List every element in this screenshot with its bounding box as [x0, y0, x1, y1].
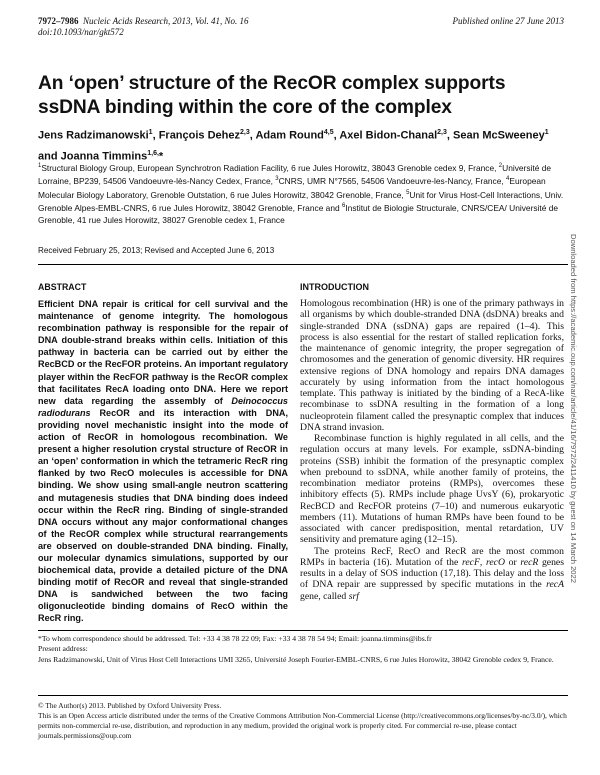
publication-date: Published online 27 June 2013	[452, 16, 564, 26]
author-name: Joanna Timmins	[60, 150, 148, 163]
author-separator: ,	[249, 129, 256, 142]
received-dates: Received February 25, 2013; Revised and Accepted June 6, 2013	[38, 246, 275, 255]
affiliations	[38, 161, 570, 226]
affiliation-text: Structural Biology Group, European Synchrotron Radiation Facility, 6 rue Jules Horowitz, 38043 Grenoble cedex 9, France,	[41, 162, 499, 173]
footnote-divider	[38, 630, 568, 631]
introduction-heading: INTRODUCTION	[300, 282, 369, 292]
abstract-heading: ABSTRACT	[38, 282, 87, 292]
author-affiliation-mark: 2,3	[437, 129, 447, 136]
journal-citation: Nucleic Acids Research, 2013, Vol. 41, No. 16	[83, 16, 249, 26]
download-notice: Downloaded from https://academic.oup.com/nar/article/41/16/7972/2411410 by guest on 14 March 2022	[569, 234, 578, 583]
affiliation-text: Université de Lorraine, BP239, 54506 Vandoeuvre-lès-Nancy Cedex, France,	[38, 162, 552, 187]
author-name: Axel Bidon-Chanal	[339, 129, 438, 142]
header-divider	[38, 264, 568, 265]
affiliation-text: CNRS, UMR N°7565, 54506 Vandoeuvre-les-Nancy, France,	[278, 176, 507, 187]
intro-paragraph-3: The proteins RecF, RecO and RecR are the most common RMPs in bacteria (16). Mutation of the recF, recO or recR genes results in a delay of SOS induction (17,18). This delay and the loss of DNA repair are suppressed by specific mutations in the recA gene, called srf	[300, 545, 565, 602]
author-name: Sean McSweeney	[453, 129, 545, 142]
license-divider	[38, 695, 568, 696]
intro-paragraph-2: Recombinase function is highly regulated in all cells, and the regulation occurs at many levels. For example, ssDNA-binding proteins (SSB) inhibit the formation of the presynaptic complex when prebound to ssDNA, while another family of proteins, the recombination mediator proteins (RMPs), overcomes these inhibitory effects (5). RMPs include phage UvsY (6), prokaryotic RecBCD and RecFOR proteins (7–10) and numerous eukaryotic members (11). Mutations of human RMPs have been found to be associated with cancer predisposition, mental retardation, UV sensitivity and premature aging (12–15).	[300, 433, 564, 546]
affiliation-text: Unit for Virus Host-Cell Interactions, Univ. Grenoble Alpes-EMBL-CNRS, 6 rue Jules Horowitz, 38042 Grenoble, France and	[38, 189, 564, 213]
introduction-text	[300, 298, 564, 602]
page-range: 7972–7986	[38, 16, 79, 26]
author-separator: ,	[446, 129, 454, 142]
affiliation-mark: 3	[275, 176, 279, 183]
affiliation-mark: 6	[341, 203, 346, 210]
correspondence-footnote	[38, 634, 570, 665]
correspondence: *To whom correspondence should be addressed. Tel: +33 4 38 78 22 09; Fax: +33 4 38 78 54 94; Email: joanna.timmins@ibs.fr	[38, 634, 432, 643]
affiliation-mark: 4	[506, 176, 510, 183]
author-name: François Dehez	[158, 129, 240, 142]
author-affiliation-mark: 2,3	[240, 129, 250, 136]
present-address: Jens Radzimanowski, Unit of Virus Host Cell Interactions UMI 3265, Université Joseph Fourier-EMBL-CNRS, 6 rue Jules Horowitz, 38042 Grenoble cedex 9, France.	[38, 654, 554, 664]
abstract-text: Efficient DNA repair is critical for cell survival and the maintenance of genome integrity. The homologous recombination pathway is responsible for the repair of DNA double-strand breaks within cells. Initiation of this pathway in bacteria can be carried out by either the RecBCD or the RecFOR proteins. An important regulatory player within the RecFOR pathway is the RecOR complex that facilitates RecA loading onto DNA. Here we report new data regarding the assembly of Deinococcus radiodurans RecOR and its interaction with DNA, providing novel mechanistic insight into the mode of action of RecOR in homologous recombination. We present a higher resolution crystal structure of RecOR in an ‘open’ conformation in which the tetrameric RecR ring flanked by two RecO molecules is accessible for DNA binding. We show using small-angle neutron scattering and mutagenesis studies that DNA binding does indeed occur within the RecR ring. Binding of single-stranded DNA occurs without any major conformational changes of the RecOR complex while structural rearrangements are observed on double-stranded DNA binding. Finally, our molecular dynamics simulations, supported by our biochemical data, provide a detailed picture of the DNA binding motif of RecOR and reveal that single-stranded DNA is sandwiched between the two facing oligonucleotide binding domains of RecO within the RecR ring.	[38, 299, 288, 624]
author-list	[38, 124, 568, 165]
author-separator: *	[158, 150, 164, 163]
author-affiliation-mark: 4,5	[323, 129, 334, 136]
article-title: An ‘open’ structure of the RecOR complex supports ssDNA binding within the core of the complex	[38, 73, 506, 118]
intro-paragraph-1: Homologous recombination (HR) is one of the primary pathways in all organisms by which double-stranded DNA (dsDNA) breaks and single-stranded DNA (ssDNA) gaps are repaired (1–4). This process is also essential for the restart of stalled replication forks, the maintenance of genomic integrity, the proper segregation of chromosomes and the generation of genomic diversity. HR requires extensive regions of DNA homology and repairs DNA damages accurately by using information from the intact homologous template. This pathway is initiated by the binding of a RecA-like recombinase to ssDNA resulting in the formation of a long nucleoprotein filament called the presynaptic complex that induces DNA strand invasion.	[300, 298, 564, 433]
running-header	[38, 16, 248, 38]
author-name: Adam Round	[255, 129, 324, 142]
present-address-label: Present address:	[38, 644, 88, 654]
author-name: Jens Radzimanowski	[38, 129, 149, 142]
affiliation-mark: 2	[498, 163, 503, 169]
affiliation-text: European Molecular Biology Laboratory, Grenoble Outstation, 6 rue Jules Horowitz, 38042 Grenoble, France,	[38, 176, 546, 200]
author-separator: ,	[152, 129, 159, 142]
doi: doi:10.1093/nar/gkt572	[38, 27, 124, 37]
affiliation-mark: 5	[406, 189, 410, 196]
author-affiliation-mark: 1,6,	[147, 149, 159, 157]
affiliation-text: Institut de Biologie Structurale, CNRS/CEA/ Université de Grenoble, 41 rue Jules Horowitz, 38027 Grenoble cedex 1, France	[38, 202, 559, 225]
license-text: This is an Open Access article distributed under the terms of the Creative Commons Attribution Non-Commercial License (http://creativecommons.org/licenses/by-nc/3.0/), which permits non-commercial re-use, distribution, and reproduction in any medium, provided the original work is properly cited. For commercial re-use, please contact journals.permissions@oup.com	[38, 711, 567, 740]
copyright: © The Author(s) 2013. Published by Oxford University Press.	[38, 701, 222, 710]
author-affiliation-mark: 1	[544, 129, 549, 136]
author-affiliation-mark: 1	[148, 129, 153, 136]
license-footnote	[38, 701, 570, 741]
author-separator: ,	[333, 129, 340, 142]
author-separator: and	[38, 150, 61, 163]
affiliation-mark: 1	[38, 163, 42, 169]
